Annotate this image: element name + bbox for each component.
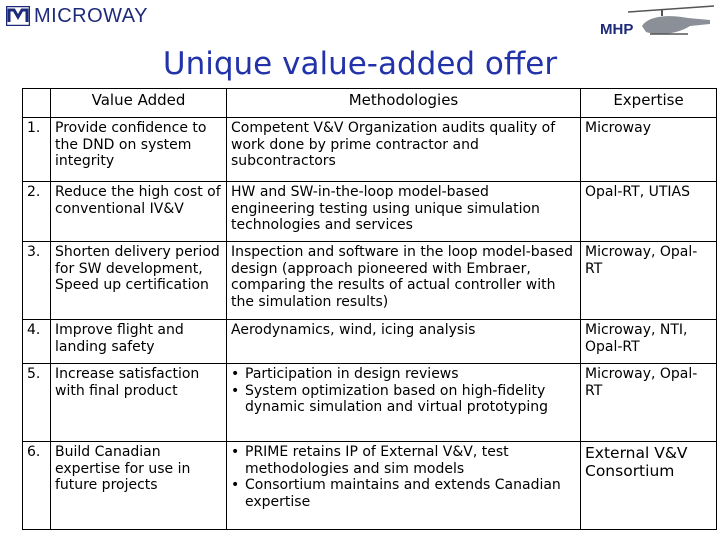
- value-added-cell: Provide confidence to the DND on system integrity: [51, 118, 227, 182]
- bullet-dot: •: [231, 366, 240, 382]
- bullet-text: System optimization based on high-fidelity dynamic simulation and virtual prototyping: [245, 382, 548, 415]
- table-header-row: [23, 89, 717, 118]
- methodology-bullet: [231, 366, 576, 383]
- bullet-text: Participation in design reviews: [245, 366, 459, 382]
- table-row: [23, 320, 717, 364]
- value-added-cell: Build Canadian expertise for use in future projects: [51, 442, 227, 530]
- column-header: Value Added: [51, 89, 227, 118]
- header-num: [23, 89, 51, 118]
- mhp-helicopter-logo: [598, 2, 716, 48]
- expertise-cell: Opal-RT, UTIAS: [581, 182, 717, 242]
- value-added-cell: Increase satisfaction with final product: [51, 364, 227, 442]
- mhp-logo-text: MHP: [600, 21, 634, 38]
- bullet-text: Consortium maintains and extends Canadian expertise: [245, 477, 561, 510]
- row-number: 4.: [23, 320, 51, 364]
- methodology-bullet: [231, 383, 576, 416]
- page-title: Unique value-added offer: [162, 46, 558, 82]
- microway-logo: [6, 4, 148, 28]
- expertise-cell: Microway, NTI, Opal-RT: [581, 320, 717, 364]
- row-number: 2.: [23, 182, 51, 242]
- bullet-dot: •: [231, 382, 240, 399]
- methodology-cell: Inspection and software in the loop model-based design (approach pioneered with Embraer, comparing the results of actual controller with the simulation results): [227, 242, 581, 320]
- row-number: 1.: [23, 118, 51, 182]
- table-row: [23, 182, 717, 242]
- value-added-cell: Improve flight and landing safety: [51, 320, 227, 364]
- value-added-cell: Shorten delivery period for SW development, Speed up certification: [51, 242, 227, 320]
- microway-m-icon: [6, 6, 30, 26]
- column-header: Methodologies: [227, 89, 581, 118]
- microway-logo-text: MICROWAY: [34, 5, 148, 27]
- bullet-dot: •: [231, 444, 240, 460]
- value-offer-table: [22, 88, 717, 530]
- methodology-cell: [227, 364, 581, 442]
- methodology-bullet: [231, 444, 576, 477]
- value-added-cell: Reduce the high cost of conventional IV&V: [51, 182, 227, 242]
- expertise-cell: Microway, Opal-RT: [581, 364, 717, 442]
- methodology-cell: HW and SW-in-the-loop model-based engineering testing using unique simulation technologies and services: [227, 182, 581, 242]
- methodology-bullet: [231, 477, 576, 510]
- expertise-cell: External V&V Consortium: [581, 442, 717, 530]
- table-row: [23, 242, 717, 320]
- table-row: [23, 442, 717, 530]
- table-row: [23, 118, 717, 182]
- expertise-cell: Microway, Opal-RT: [581, 242, 717, 320]
- methodology-cell: Aerodynamics, wind, icing analysis: [227, 320, 581, 364]
- bullet-text: PRIME retains IP of External V&V, test methodologies and sim models: [245, 444, 509, 477]
- table-row: [23, 364, 717, 442]
- row-number: 5.: [23, 364, 51, 442]
- methodology-cell: Competent V&V Organization audits quality of work done by prime contractor and subcontractors: [227, 118, 581, 182]
- row-number: 6.: [23, 442, 51, 530]
- methodology-cell: [227, 442, 581, 530]
- expertise-cell: Microway: [581, 118, 717, 182]
- row-number: 3.: [23, 242, 51, 320]
- bullet-dot: •: [231, 477, 240, 493]
- column-header: Expertise: [581, 89, 717, 118]
